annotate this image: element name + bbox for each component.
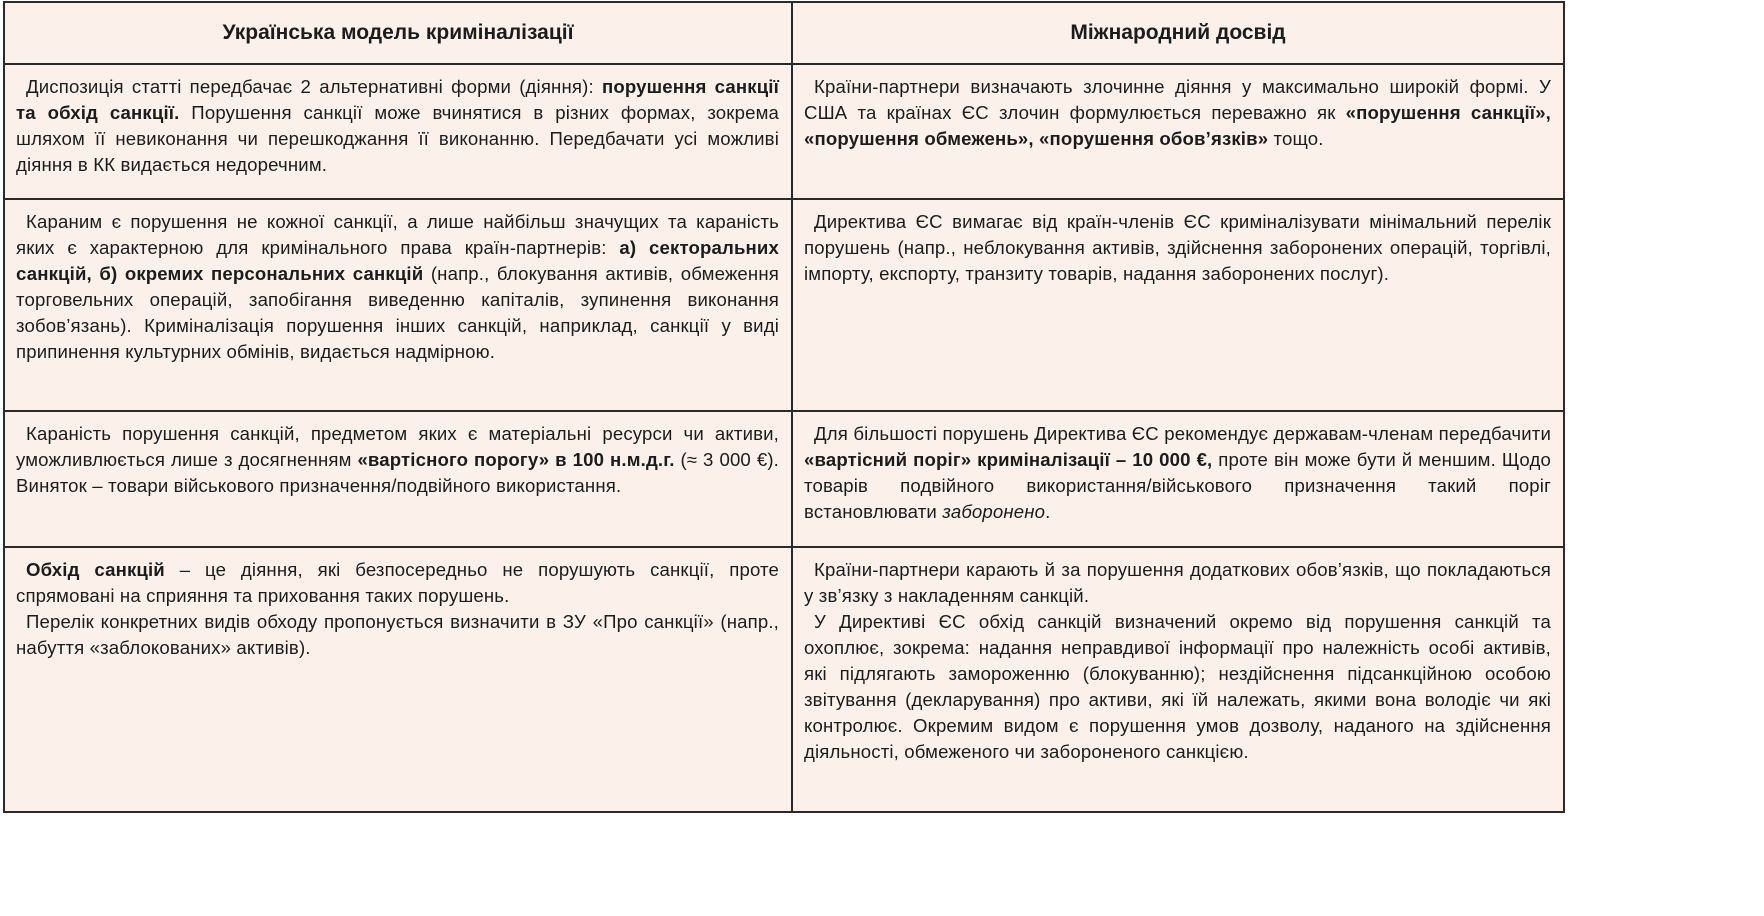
cell-paragraph — [16, 609, 779, 661]
italic-text: заборонено — [942, 501, 1046, 522]
table-row — [4, 64, 1564, 199]
bold-text: Обхід санкцій — [26, 559, 165, 580]
table-row — [4, 547, 1564, 812]
comparison-table — [3, 1, 1565, 813]
cell-international-experience — [792, 199, 1564, 411]
cell-paragraph — [804, 209, 1551, 287]
text-run: Країни-партнери визначають злочинне діяння у максимально широкій формі. У США та країнах ЄС злочин формулюється переважно як — [804, 76, 1551, 123]
text-run: Порушення санкції може вчинятися в різних формах, зокрема шляхом її невиконання чи перешкоджання її виконанню. Передбачати усі можливі діяння в КК видається недоречним. — [16, 102, 779, 175]
table-row — [4, 199, 1564, 411]
cell-paragraph — [804, 557, 1551, 609]
cell-paragraph — [16, 74, 779, 178]
table-row — [4, 411, 1564, 547]
cell-paragraph — [16, 421, 779, 499]
text-run: Для більшості порушень Директива ЄС рекомендує державам-членам передбачити — [814, 423, 1551, 444]
text-run: Диспозиція статті передбачає 2 альтернативні форми (діяння): — [26, 76, 602, 97]
text-run: – це діяння, які безпосередньо не порушують санкції, проте спрямовані на сприяння та приховання таких порушень. — [16, 559, 779, 606]
cell-ukrainian-model — [4, 411, 792, 547]
text-run: (напр., блокування активів, обмеження торговельних операцій, запобігання виведенню капіталів, зупинення виконання зобов’язань). Криміналізація порушення інших санкцій, наприклад, санкції у виді припинення культурних обмінів, видається надмірною. — [16, 263, 779, 362]
text-run: Караним є порушення не кожної санкції, а лише найбільш значущих та караність яких є характерною для кримінального права країн-партнерів: — [16, 211, 779, 258]
bold-text: «вартісного порогу» в 100 н.м.д.г. — [357, 449, 675, 470]
header-international-experience: Міжнародний досвід — [792, 2, 1564, 64]
cell-paragraph — [804, 74, 1551, 152]
text-run: (≈ 3 000 €). Виняток – товари військового призначення/подвійного використання. — [16, 449, 779, 496]
cell-paragraph — [804, 609, 1551, 765]
text-run: Караність порушення санкцій, предметом яких є матеріальні ресурси чи активи, уможливлюється лише з досягненням — [16, 423, 779, 470]
cell-international-experience — [792, 547, 1564, 812]
text-run: тощо. — [1268, 128, 1324, 149]
bold-text: «порушення санкції», «порушення обмежень», «порушення обов’язків» — [804, 102, 1551, 149]
text-run: Директива ЄС вимагає від країн-членів ЄС криміналізувати мінімальний перелік порушень (напр., неблокування активів, здійснення заборонених операцій, торгівлі, імпорту, експорту, транзиту товарів, надання заборонених послуг). — [804, 211, 1551, 284]
cell-international-experience — [792, 411, 1564, 547]
cell-paragraph — [16, 557, 779, 609]
text-run: . — [1045, 501, 1051, 522]
table-header-row — [4, 2, 1564, 64]
cell-paragraph — [16, 209, 779, 365]
cell-ukrainian-model — [4, 64, 792, 199]
text-run: Країни-партнери карають й за порушення додаткових обов’язків, що покладаються у зв’язку з накладенням санкцій. — [804, 559, 1551, 606]
text-run: проте він може бути й меншим. Щодо товарів подвійного використання/військового призначення такий поріг встановлювати — [804, 449, 1551, 522]
bold-text: а) секторальних санкцій, б) окремих персональних санкцій — [16, 237, 779, 284]
text-run: У Директиві ЄС обхід санкцій визначений окремо від порушення санкцій та охоплює, зокрема: надання неправдивої інформації про належність особі активів, які підлягають замороженню (блокуванню); нездійснення підсанкційною особою звітування (декларування) про активи, які їй належать, якими вона володіє чи які контролює. Окремим видом є порушення умов дозволу, наданого на здійснення діяльності, обмеженого чи забороненого санкцією. — [804, 611, 1551, 762]
cell-paragraph — [804, 421, 1551, 525]
cell-ukrainian-model — [4, 199, 792, 411]
bold-text: «вартісний поріг» криміналізації – 10 000 €, — [804, 449, 1213, 470]
cell-international-experience — [792, 64, 1564, 199]
bold-text: порушення санкції та обхід санкції. — [16, 76, 779, 123]
header-ukrainian-model: Українська модель криміналізації — [4, 2, 792, 64]
text-run: Перелік конкретних видів обходу пропонується визначити в ЗУ «Про санкції» (напр., набуття «заблокованих» активів). — [16, 611, 779, 658]
cell-ukrainian-model — [4, 547, 792, 812]
